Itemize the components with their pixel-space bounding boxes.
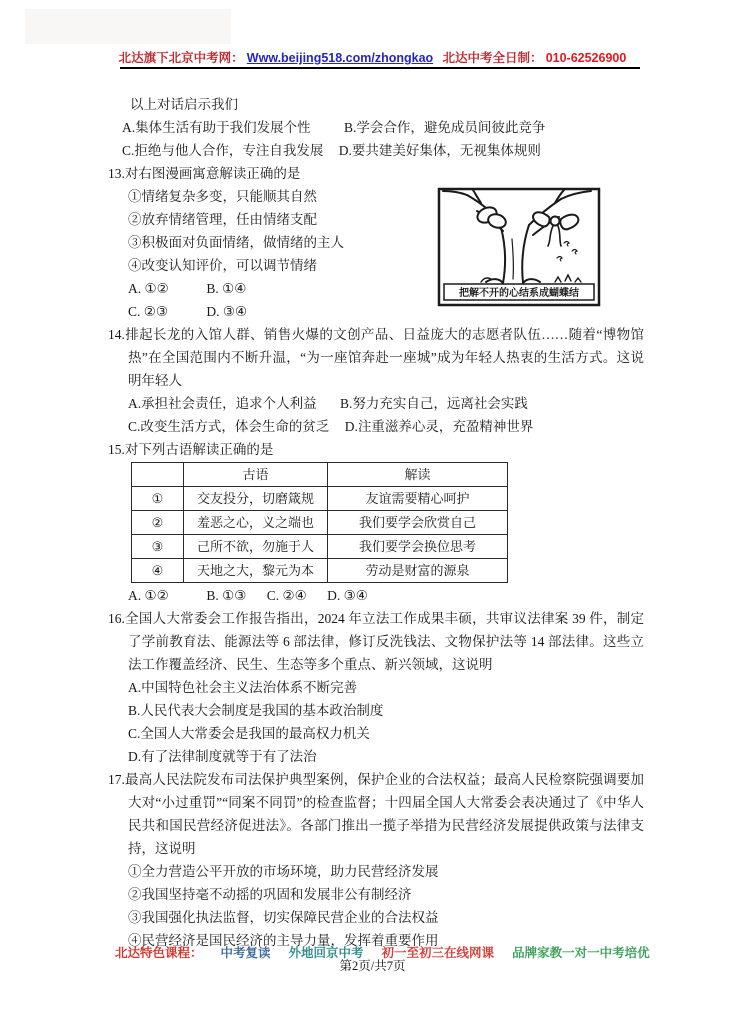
q12-option-b: B.学会合作，避免成员间彼此竞争 (344, 120, 546, 135)
q17-stem: 17.最高人民法院发布司法保护典型案例，保护企业的合法权益；最高人民检察院强调要加大对“小过重罚”“同案不同罚”的检查监督；十四届全国人大常委会表决通过了《中华人民共和国民营经济促进法》。各部门推出一揽子举措为民营经济发展提供政策与法律支持，这说明 (108, 772, 644, 856)
row3-num: ③ (132, 535, 184, 559)
exam-body (108, 93, 644, 952)
q13-item-1: ①情绪复杂多变，只能顺其自然 (128, 189, 317, 204)
q14-stem: 14.排起长龙的入馆人群、销售火爆的文创产品、日益庞大的志愿者队伍……随着“博物馆热”在全国范围内不断升温，“为一座馆奔赴一座城”成为年轻人热衷的生活方式。这说明年轻人 (108, 327, 644, 388)
table-row (132, 559, 508, 583)
q13-option-c: C. ②③ (128, 304, 168, 319)
q13-item-4: ④改变认知评价，可以调节情绪 (128, 258, 317, 273)
q13-option-b: B. ①④ (206, 281, 247, 296)
row3-saying: 己所不欲，勿施于人 (184, 535, 328, 559)
q15-option-c: C. ②④ (266, 588, 307, 603)
question-15 (108, 438, 644, 607)
row1-saying: 交友投分，切磨箴规 (184, 487, 328, 511)
q15-stem: 15.对下列古语解读正确的是 (108, 442, 274, 457)
q15-option-a: A. ①② (128, 588, 169, 603)
table-row (132, 487, 508, 511)
footer-service-1: 外地回京中考 (288, 946, 364, 960)
row1-num: ① (132, 487, 184, 511)
q14-option-b: B.努力充实自己，远离社会实践 (340, 396, 528, 411)
q13-option-d: D. ③④ (206, 304, 248, 319)
footer-service-2: 初一至初三在线网课 (381, 946, 495, 960)
row2-num: ② (132, 511, 184, 535)
row2-interp: 我们要学会欣赏自己 (328, 511, 508, 535)
q13-stem: 13.对右图漫画寓意解读正确的是 (108, 166, 301, 181)
table-header-saying: 古语 (184, 463, 328, 487)
q14-option-d: D.注重滋养心灵，充盈精神世界 (344, 419, 534, 434)
footer-service-3: 品牌家教一对一中考培优 (512, 946, 650, 960)
q15-option-b: B. ①③ (206, 588, 247, 603)
q16-option-d: D.有了法律制度就等于有了法治 (128, 749, 317, 764)
q14-options-row2 (108, 415, 644, 438)
q17-item-3: ③我国强化执法监督，切实保障民营企业的合法权益 (128, 910, 439, 925)
header-phone: 010-62526900 (545, 51, 627, 65)
q14-option-a: A.承担社会责任，追求个人利益 (128, 396, 317, 411)
header-divider (120, 67, 640, 69)
question-13 (108, 162, 644, 323)
ancient-sayings-table (131, 462, 508, 583)
table-row (132, 535, 508, 559)
q16-option-b: B.人民代表大会制度是我国的基本政治制度 (128, 703, 384, 718)
q14-option-c: C.改变生活方式，体会生命的贫乏 (128, 419, 330, 434)
q15-options-row (108, 584, 644, 607)
header-site-link[interactable]: Www.beijing518.com/zhongkao (246, 51, 434, 65)
q12-option-c: C.拒绝与他人合作，专注自我发展 (122, 143, 324, 158)
row4-saying: 天地之大，黎元为本 (184, 559, 328, 583)
q12-option-a: A.集体生活有助于我们发展个性 (122, 120, 311, 135)
q13-item-3: ③积极面对负面情绪，做情绪的主人 (128, 235, 344, 250)
q17-item-2: ②我国坚持毫不动摇的巩固和发展非公有制经济 (128, 887, 412, 902)
q17-item-4: ④民营经济是国民经济的主导力量，发挥着重要作用 (128, 933, 439, 948)
q15-option-d: D. ③④ (327, 588, 368, 603)
q16-option-a: A.中国特色社会主义法治体系不断完善 (128, 680, 358, 695)
row4-num: ④ (132, 559, 184, 583)
row1-interp: 友谊需要精心呵护 (328, 487, 508, 511)
row4-interp: 劳动是财富的源泉 (328, 559, 508, 583)
scan-artifact (25, 9, 231, 44)
question-17 (108, 768, 644, 952)
q12-options-row2 (108, 139, 644, 162)
header-brand-label: 北达旗下北京中考网： (118, 51, 244, 65)
table-header-empty (132, 463, 184, 487)
header-fulltime-label: 北达中考全日制： (442, 51, 543, 65)
question-16 (108, 607, 644, 768)
q12-stem: 以上对话启示我们 (130, 97, 238, 112)
q14-options-row1 (108, 392, 644, 415)
table-header-row (132, 463, 508, 487)
row3-interp: 我们要学会换位思考 (328, 535, 508, 559)
footer-service-0: 中考复读 (220, 946, 271, 960)
question-12 (108, 93, 644, 162)
table-header-interpretation: 解读 (328, 463, 508, 487)
cartoon-caption: 把解不开的心结系成蝴蝶结 (459, 288, 579, 299)
row2-saying: 羞恶之心，义之端也 (184, 511, 328, 535)
footer-label: 北达特色课程： (115, 946, 203, 960)
q16-stem: 16.全国人大常委会工作报告指出，2024 年立法工作成果丰硕，共审议法律案 39 件，制定了学前教育法、能源法等 6 部法律，修订反洗钱法、文物保护法等 14 部法律。这些立法工作覆盖经济、民生、生态等多个重点、新兴领域，这说明 (108, 611, 644, 672)
question-14 (108, 323, 644, 438)
q17-item-1: ①全力营造公平开放的市场环境，助力民营经济发展 (128, 864, 439, 879)
q12-options-row1 (108, 116, 644, 139)
table-row (132, 511, 508, 535)
page-number: 第2页/共7页 (339, 959, 406, 973)
emotion-knot-cartoon (437, 187, 601, 307)
q13-item-2: ②放弃情绪管理，任由情绪支配 (128, 212, 317, 227)
q12-option-d: D.要共建美好集体，无视集体规则 (338, 143, 541, 158)
q16-option-c: C.全国人大常委会是我国的最高权力机关 (128, 726, 370, 741)
q13-option-a: A. ①② (128, 281, 169, 296)
